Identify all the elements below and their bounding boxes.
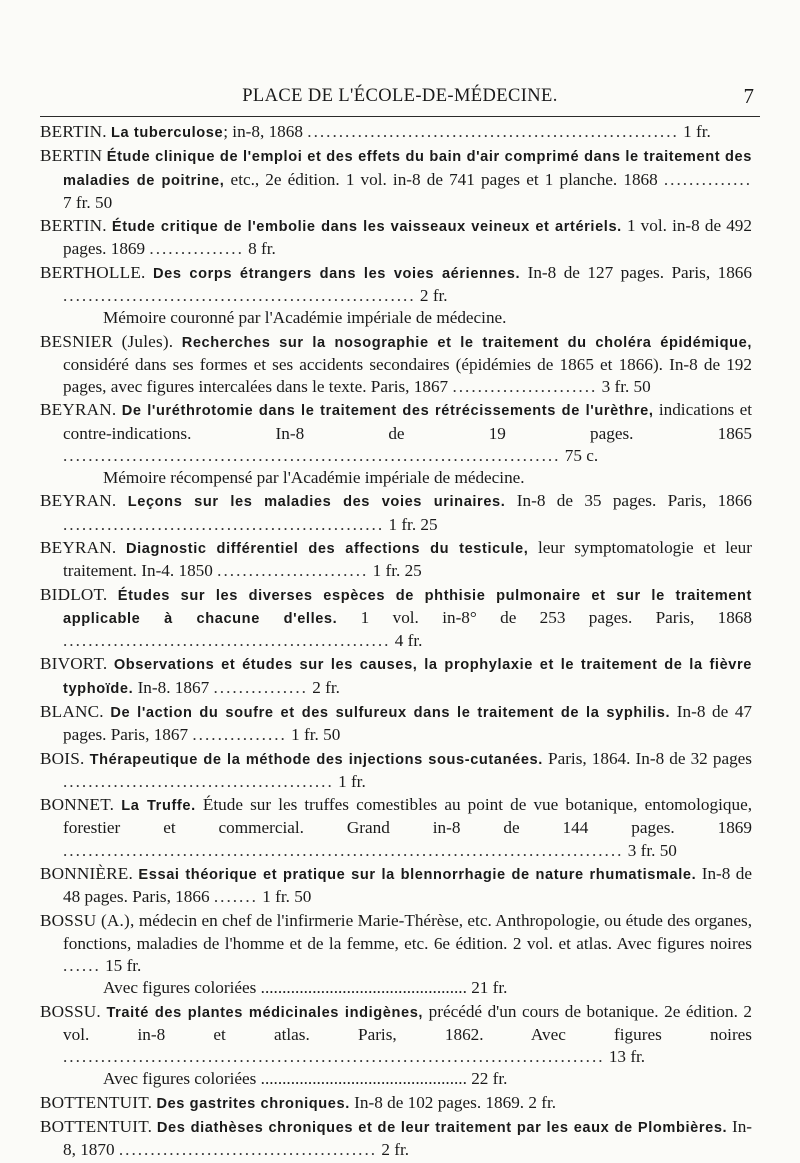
- entry-leader: ...............: [192, 725, 287, 745]
- entry-details: médecin en chef de l'infirmerie Marie-Thérèse, etc. Anthropologie, ou étude des organes, fonctions, maladies de l'homme et de la femme, etc. 6e édition. 2 vol. et atlas. Avec figures noires: [63, 910, 753, 953]
- entry-details: Paris, 1864. In-8 de 32 pages: [542, 748, 752, 768]
- catalogue-entry: [40, 537, 752, 582]
- entry-leader: .......................: [452, 376, 598, 396]
- catalogue-entry: [40, 863, 752, 908]
- entry-author: BERTIN.: [40, 216, 107, 236]
- entry-title: Recherches sur la nosographie et le traitement du choléra épidémique,: [181, 334, 752, 351]
- catalogue-entry: [40, 262, 752, 330]
- entry-leader: .........................................................................................: [63, 840, 624, 860]
- page-number: 7: [743, 84, 754, 108]
- entry-price: 1 fr. 25: [388, 514, 438, 534]
- entry-title: De l'uréthrotomie dans le traitement des rétrécissements de l'urèthre,: [121, 403, 654, 420]
- entry-leader: ...............: [149, 239, 244, 259]
- entry-leader: ......................................................................................: [63, 1046, 605, 1066]
- entry-title: Leçons sur les maladies des voies urinaires.: [127, 494, 506, 511]
- entry-price: 1 fr. 25: [372, 561, 422, 581]
- entry-details: précédé d'un cours de botanique. 2e édition. 2 vol. in-8 et atlas. Paris, 1862. Avec figures noires: [63, 1001, 753, 1044]
- entry-author: BOTTENTUIT.: [40, 1116, 153, 1136]
- entry-price: 2 fr.: [528, 1092, 557, 1112]
- entry-title: Diagnostic différentiel des affections du testicule,: [125, 540, 529, 557]
- entry-price: 7 fr. 50: [63, 192, 113, 212]
- entry-details: In-8, 1870: [63, 1116, 753, 1160]
- entry-price: 3 fr. 50: [601, 376, 651, 396]
- entry-price: 1 fr.: [338, 771, 366, 791]
- entry-price: 4 fr.: [394, 630, 423, 650]
- entry-price: 2 fr.: [381, 1140, 410, 1160]
- entry-title: Des gastrites chroniques.: [156, 1095, 350, 1112]
- entry-note: Mémoire récompensé par l'Académie impériale de médecine.: [103, 467, 525, 487]
- entry-author: BIVORT.: [40, 654, 108, 674]
- entry-price: 2 fr.: [419, 285, 448, 305]
- entry-details: leur symptomatologie et leur traitement. In-4. 1850: [63, 537, 752, 581]
- entry-details: In-8 de 47 pages. Paris, 1867: [63, 701, 753, 745]
- entry-leader: ...........................................: [63, 771, 334, 791]
- catalogue-entry: [40, 399, 752, 489]
- entry-author: BOTTENTUIT.: [40, 1092, 153, 1112]
- entry-leader: ........................................................: [63, 285, 416, 305]
- catalogue-entry: [40, 490, 752, 535]
- catalogue-entry: [40, 653, 752, 699]
- entry-author: BEYRAN.: [40, 400, 117, 420]
- entry-price: 1 fr. 50: [291, 725, 341, 745]
- entry-price: 2 fr.: [312, 677, 340, 697]
- entry-title: Observations et études sur les causes, la prophylaxie et le traitement de la fièvre typhoïde.: [63, 657, 752, 697]
- entry-title: La tuberculose: [111, 125, 224, 141]
- entry-leader: ...............................................................................: [63, 445, 561, 465]
- entry-details: Étude sur les truffes comestibles au point de vue botanique, entomologique, forestier et commercial. Grand in-8 de 144 pages. 1869: [63, 795, 752, 838]
- entry-author: BONNET.: [40, 795, 115, 815]
- entry-details: In-8 de 127 pages. Paris, 1866: [520, 262, 752, 282]
- entry-leader: ..............: [663, 169, 753, 189]
- entry-title: Des diathèses chroniques et de leur traitement par les eaux de Plombières.: [156, 1119, 728, 1136]
- entry-details: 1 vol. in-8 de 492 pages. 1869: [63, 216, 752, 259]
- entry-details: In-8. 1867: [133, 677, 210, 697]
- entry-leader: ...................................................: [63, 514, 385, 534]
- entry-details: In-8 de 48 pages. Paris, 1866: [63, 863, 753, 907]
- catalogue-entry: [40, 1092, 752, 1115]
- entry-price: 8 fr.: [248, 239, 276, 259]
- entry-author: BOSSU.: [40, 1001, 101, 1021]
- entry-details: 1 vol. in-8° de 253 pages. Paris, 1868: [337, 607, 752, 627]
- entry-author: BLANC.: [40, 701, 104, 721]
- page-header: [40, 82, 760, 117]
- catalogue-entry: [40, 215, 752, 260]
- entry-leader: ...............: [213, 677, 308, 697]
- running-title: PLACE DE L'ÉCOLE-DE-MÉDECINE.: [242, 86, 558, 106]
- entry-author: BIDLOT.: [40, 584, 108, 604]
- entry-title: Étude clinique de l'emploi et des effets du bain d'air comprimé dans le traitement des maladies de poitrine,: [63, 149, 752, 189]
- entry-author: BEYRAN.: [40, 537, 117, 557]
- entry-price: 3 fr. 50: [627, 840, 677, 860]
- entry-details: etc., 2e édition. 1 vol. in-8 de 741 pages et 1 planche. 1868: [224, 169, 658, 189]
- entry-author: BOSSU (A.),: [40, 910, 135, 930]
- catalogue-entry: [40, 584, 752, 653]
- entry-title: La Truffe.: [121, 798, 196, 815]
- entry-note: Avec figures coloriées ................................................ 22 fr.: [103, 1069, 508, 1089]
- entry-author: BERTIN: [40, 146, 103, 166]
- entry-leader: ...........................................................: [307, 122, 679, 141]
- catalogue-entry: [40, 794, 752, 862]
- entry-author: BOIS.: [40, 748, 85, 768]
- catalogue-entry: [40, 145, 752, 214]
- entry-price: 13 fr.: [608, 1046, 646, 1066]
- entry-title: Des corps étrangers dans les voies aériennes.: [152, 265, 521, 282]
- catalogue-entry: [40, 121, 752, 144]
- entry-details: In-8 de 102 pages. 1869.: [349, 1092, 525, 1112]
- entry-leader: .........................................: [118, 1140, 378, 1160]
- entry-title: Traité des plantes médicinales indigènes,: [106, 1004, 424, 1021]
- catalogue-entry: [40, 1001, 752, 1091]
- entry-author: BERTHOLLE.: [40, 262, 146, 282]
- entry-price: 1 fr. 50: [262, 887, 312, 907]
- catalogue-entries: [40, 121, 752, 1163]
- entry-author: BESNIER (Jules).: [40, 331, 174, 351]
- entry-details: In-8 de 35 pages. Paris, 1866: [505, 491, 753, 511]
- entry-note: Avec figures coloriées ................................................ 21 fr.: [103, 978, 508, 998]
- entry-details: indications et contre-indications. In-8 de 19 pages. 1865: [63, 400, 752, 443]
- entry-author: BONNIÈRE.: [40, 863, 133, 883]
- entry-price: 15 fr.: [105, 955, 142, 975]
- entry-price: 1 fr.: [683, 122, 711, 141]
- catalogue-entry: [40, 748, 752, 793]
- entry-title: Études sur les diverses espèces de phthisie pulmonaire et sur le traitement applicable à chacune d'elles.: [63, 587, 753, 627]
- entry-details: ; in-8, 1868: [223, 122, 303, 141]
- entry-author: BERTIN.: [40, 122, 107, 141]
- entry-title: Étude critique de l'embolie dans les vaisseaux veineux et artériels.: [111, 219, 622, 236]
- entry-leader: ......: [63, 955, 101, 975]
- catalogue-entry: [40, 331, 752, 399]
- entry-leader: ....................................................: [63, 630, 391, 650]
- entry-leader: .......: [213, 887, 258, 907]
- entry-title: Essai théorique et pratique sur la blennorrhagie de nature rhumatismale.: [138, 866, 697, 883]
- entry-note: Mémoire couronné par l'Académie impériale de médecine.: [103, 308, 507, 328]
- entry-price: 75 c.: [564, 445, 599, 465]
- entry-author: BEYRAN.: [40, 491, 117, 511]
- entry-title: De l'action du soufre et des sulfureux dans le traitement de la syphilis.: [110, 704, 671, 721]
- entry-details: considéré dans ses formes et ses accidents secondaires (épidémies de 1865 et 1866). In-8 de 192 pages, avec figures intercalées dans le texte. Paris, 1867: [63, 354, 752, 396]
- catalogue-entry: [40, 701, 752, 746]
- entry-title: Thérapeutique de la méthode des injections sous-cutanées.: [89, 751, 543, 768]
- entry-leader: ........................: [217, 561, 369, 581]
- catalogue-entry: [40, 910, 752, 1000]
